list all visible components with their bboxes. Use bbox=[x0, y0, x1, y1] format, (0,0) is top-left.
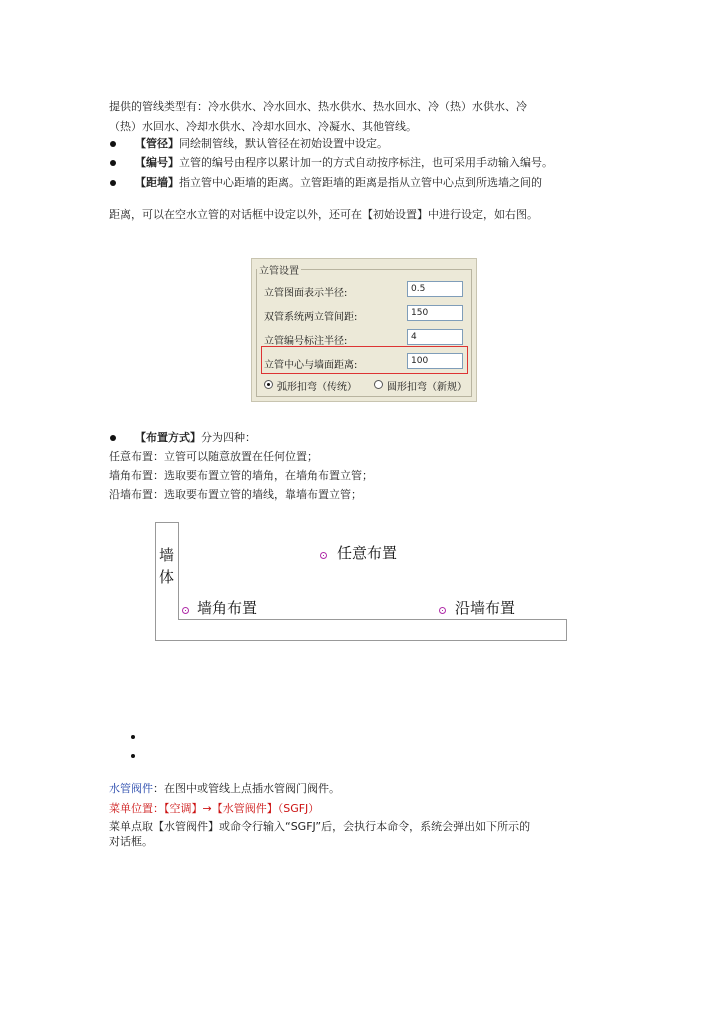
label-corner-placement: 墙角布置 bbox=[197, 599, 258, 617]
label-wall-distance: 立管中心与墙面距离: bbox=[264, 360, 358, 371]
intro-line-1: 提供的管线类型有：冷水供水、冷水回水、热水供水、热水回水、冷（热）水供水、冷 bbox=[109, 100, 527, 113]
input-riser-spacing[interactable]: 150 bbox=[407, 305, 463, 321]
input-wall-distance[interactable]: 100 bbox=[407, 353, 463, 369]
list-dot bbox=[131, 754, 135, 758]
intro-line-2: （热）水回水、冷却水供水、冷却水回水、冷凝水、其他管线。 bbox=[109, 120, 417, 133]
dialog-title: 立管设置 bbox=[257, 262, 301, 277]
riser-symbol-corner bbox=[182, 607, 189, 614]
label-number-radius: 立管编号标注半径: bbox=[264, 336, 348, 347]
bullet-dot bbox=[110, 435, 116, 441]
bullet-dot bbox=[110, 141, 116, 147]
valve-intro: 水管阀件：在图中或管线上点插水管阀门阀件。 bbox=[109, 782, 340, 795]
valve-body-2: 对话框。 bbox=[109, 835, 153, 848]
radio-arc-bend[interactable] bbox=[264, 380, 273, 389]
bullet-pipe-diameter: 【管径】同绘制管线，默认管径在初始设置中设定。 bbox=[135, 137, 388, 150]
label-any-placement: 任意布置 bbox=[337, 544, 398, 562]
bullet-dot bbox=[110, 180, 116, 186]
wall-char-1: 墙 bbox=[159, 546, 175, 564]
input-display-radius[interactable]: 0.5 bbox=[407, 281, 463, 297]
radio-round-bend[interactable] bbox=[374, 380, 383, 389]
bullet-numbering: 【编号】立管的编号由程序以累计加一的方式自动按序标注，也可采用手动输入编号。 bbox=[135, 156, 553, 169]
input-number-radius[interactable]: 4 bbox=[407, 329, 463, 345]
radio-round-bend-label: 圆形扣弯（新规） bbox=[387, 382, 467, 393]
layout-any: 任意布置：立管可以随意放置在任何位置； bbox=[109, 450, 318, 463]
layout-along-wall: 沿墙布置：选取要布置立管的墙线，靠墙布置立管； bbox=[109, 488, 362, 501]
layout-diagram bbox=[155, 522, 567, 641]
list-dot bbox=[131, 735, 135, 739]
label-along-placement: 沿墙布置 bbox=[455, 599, 516, 617]
wall-char-2: 体 bbox=[159, 568, 175, 586]
riser-symbol-any bbox=[320, 552, 327, 559]
radio-arc-bend-label: 弧形扣弯（传统） bbox=[277, 382, 357, 393]
wall-distance-highlight bbox=[261, 346, 468, 374]
distance-continuation: 距离，可以在空水立管的对话框中设定以外，还可在【初始设置】中进行设定，如右图。 bbox=[109, 208, 538, 221]
valve-body-1: 菜单点取【水管阀件】或命令行输入“SGFJ”后，会执行本命令，系统会弹出如下所示的 bbox=[109, 820, 531, 833]
menu-location: 菜单位置：【空调】→【水管阀件】（SGFJ） bbox=[109, 802, 320, 815]
riser-symbol-along bbox=[439, 607, 446, 614]
wall-outline bbox=[155, 522, 567, 641]
riser-settings-dialog bbox=[251, 258, 477, 402]
label-display-radius: 立管图面表示半径: bbox=[264, 288, 348, 299]
layout-corner: 墙角布置：选取要布置立管的墙角，在墙角布置立管； bbox=[109, 469, 373, 482]
valve-title: 水管阀件 bbox=[109, 782, 153, 795]
bullet-dot bbox=[110, 160, 116, 166]
bullet-wall-distance: 【距墙】指立管中心距墙的距离。立管距墙的距离是指从立管中心点到所选墙之间的 bbox=[135, 176, 542, 189]
bullet-layout-method: 【布置方式】分为四种： bbox=[135, 431, 256, 444]
label-riser-spacing: 双管系统两立管间距: bbox=[264, 312, 358, 323]
